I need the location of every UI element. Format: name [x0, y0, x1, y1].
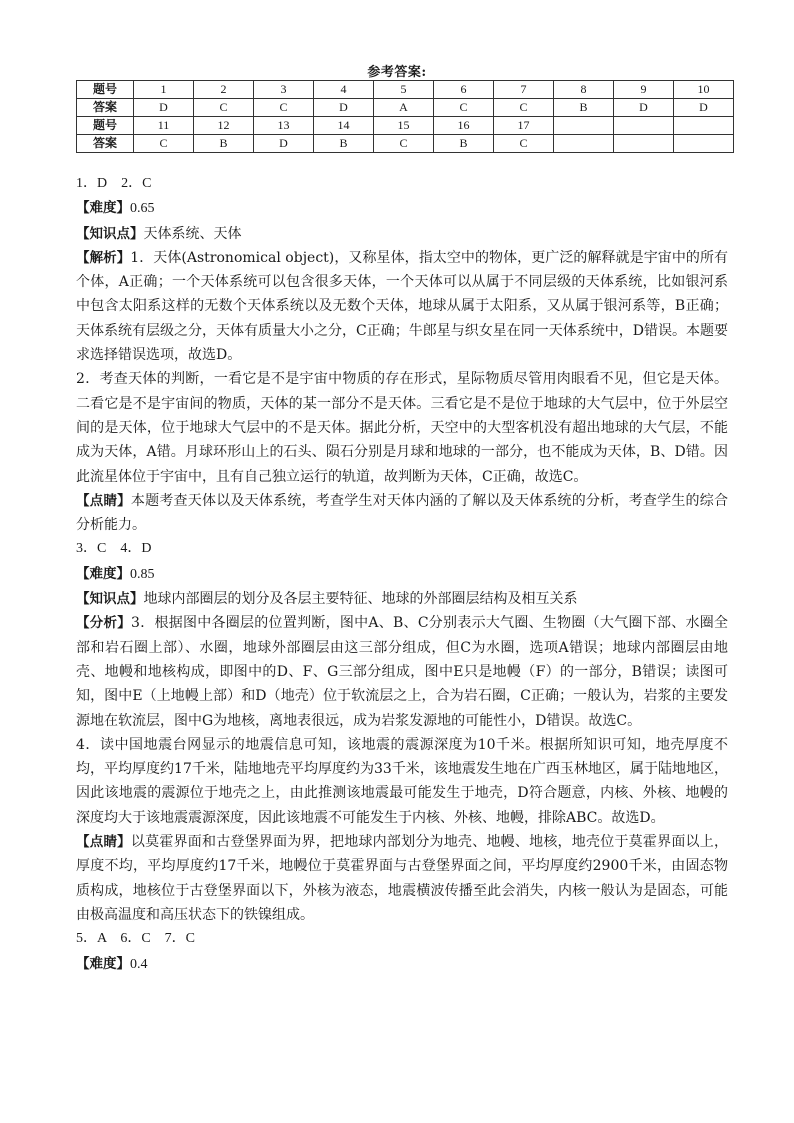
- knowledge-value: 地球内部圈层的划分及各层主要特征、地球的外部圈层结构及相互关系: [143, 591, 578, 608]
- difficulty-value: 0.65: [130, 201, 155, 217]
- answer-table-cell: 3: [254, 81, 314, 99]
- analysis-text: 1．天体(Astronomical object)，又称星体，指太空中的物体，更广泛的解释就是宇宙中的所有个体，A正确；一个天体系统可以包含很多天体，一个天体可以从属于不同层级的天体系统，比如银河系中包含太阳系这样的无数个天体系统以及无数个天体，地球从属于太阳系，又从属于银河系等，B正确；天体系统有层级之分，天体有质量大小之分，C正确；牛郎星与织女星在同一天体系统中，D错误。本题要求选择错误选项，故选D。: [76, 249, 729, 364]
- row-header-cell: 题号: [77, 117, 134, 135]
- answer-table-cell: 1: [134, 81, 194, 99]
- row-header-cell: 题号: [77, 81, 134, 99]
- answer-table-cell: 12: [194, 117, 254, 135]
- answer-table-cell: 8: [554, 81, 614, 99]
- answer-table-cell: 2: [194, 81, 254, 99]
- difficulty-line: [76, 562, 728, 587]
- answer-line-1-2: 1．D 2．C: [76, 176, 152, 191]
- answer-table-cell: 10: [674, 81, 734, 99]
- difficulty-label: 【难度】: [76, 200, 130, 217]
- answer-table-cell: 9: [614, 81, 674, 99]
- comment-text: 以莫霍界面和古登堡界面为界，把地球内部划分为地壳、地幔、地核，地壳位于莫霍界面以上，厚度不均，平均厚度约17千米，地幔位于莫霍界面与古登堡界面之间，平均厚度约2900千米，由固态物质构成，地核位于古登堡界面以下，外核为液态，地震横波传播至此会消失，内核一般认为是固态，可能由极高温度和高压状态下的铁镍组成。: [76, 834, 728, 923]
- answer-table-cell: 11: [134, 117, 194, 135]
- difficulty-value: 0.85: [130, 566, 155, 582]
- answer-table-cell: D: [674, 99, 734, 117]
- answer-table-cell: 15: [374, 117, 434, 135]
- knowledge-value: 天体系统、天体: [143, 225, 242, 242]
- comment-text: 本题考查天体以及天体系统，考查学生对天体内涵的了解以及天体系统的分析，考查学生的综合分析能力。: [76, 492, 728, 534]
- comment-label: 【点睛】: [76, 492, 131, 509]
- comment-paragraph: [76, 830, 728, 927]
- answer-table: [76, 80, 734, 153]
- answer-table-cell: B: [434, 135, 494, 153]
- difficulty-line: [76, 196, 728, 221]
- comment-paragraph: [76, 489, 728, 538]
- knowledge-label: 【知识点】: [76, 225, 144, 242]
- answer-table-cell: [674, 135, 734, 153]
- answer-table-cell: D: [314, 99, 374, 117]
- answer-table-cell: C: [494, 99, 554, 117]
- analysis-label: 【解析】: [76, 249, 131, 266]
- answer-table-cell: B: [554, 99, 614, 117]
- analysis-text: 3．根据图中各圈层的位置判断，图中A、B、C分别表示大气圈、生物圈（大气圈下部、水圈全部和岩石圈上部）、水圈，地球外部圈层由这三部分组成，但C为水圈，选项A错误；地球内部圈层由地壳、地幔和地核构成，即图中的D、F、G三部分组成，图中E只是地幔（F）的一部分，B错误；读图可知，图中E（上地幔上部）和D（地壳）位于软流层之上，合为岩石圈，C正确；一般认为，岩浆的主要发源地在软流层，图中G为地核，离地表很远，成为岩浆发源地的可能性小，D错误。故选C。: [76, 615, 729, 729]
- comment-label: 【点睛】: [76, 834, 131, 851]
- answer-table-cell: C: [494, 135, 554, 153]
- page-title: 参考答案:: [367, 65, 427, 80]
- difficulty-line: [76, 952, 728, 977]
- answer-table-cell: [614, 135, 674, 153]
- answer-table-cell: 6: [434, 81, 494, 99]
- answer-table-cell: [554, 135, 614, 153]
- row-header-cell: 答案: [77, 99, 134, 117]
- answer-table-cell: D: [134, 99, 194, 117]
- answer-table-cell: C: [194, 99, 254, 117]
- answer-table-cell: D: [614, 99, 674, 117]
- answer-table-cell: C: [254, 99, 314, 117]
- answer-table-cell: C: [134, 135, 194, 153]
- analysis-paragraph: [76, 246, 728, 367]
- answer-table-cell: B: [314, 135, 374, 153]
- difficulty-label: 【难度】: [76, 955, 130, 972]
- answer-table-cell: 5: [374, 81, 434, 99]
- answer-table-cell: 14: [314, 117, 374, 135]
- answer-table-cell: [614, 117, 674, 135]
- answer-table-cell: D: [254, 135, 314, 153]
- answer-table-cell: 17: [494, 117, 554, 135]
- answer-table-cell: A: [374, 99, 434, 117]
- answer-table-cell: [554, 117, 614, 135]
- answer-table-row: [77, 99, 734, 117]
- answer-table-row: [77, 117, 734, 135]
- answer-table-cell: 13: [254, 117, 314, 135]
- difficulty-value: 0.4: [130, 956, 148, 972]
- answer-table-cell: 4: [314, 81, 374, 99]
- answer-line-3-4: 3．C 4．D: [76, 541, 152, 557]
- answer-table-cell: C: [374, 135, 434, 153]
- analysis-paragraph: 4．读中国地震台网显示的地震信息可知，该地震的震源深度为10千米。根据所知识可知，地壳厚度不均，平均厚度约17千米，陆地地壳平均厚度约为33千米，该地震发生地在广西玉林地区，属于陆地地区，因此该地震的震源位于地壳之上，由此推测该地震最可能发生于地壳，D符合题意，内核、外核、地幔的深度均大于该地震震源深度，因此该地震不可能发生于内核、外核、地幔，排除ABC。故选D。: [76, 736, 728, 826]
- analysis-paragraph: 2．考查天体的判断，一看它是不是宇宙中物质的存在形式，星际物质尽管用肉眼看不见，但它是天体。二看它是不是宇宙间的物质，天体的某一部分不是天体。三看它是不是位于地球的大气层中，位于外层空间的是天体，位于地球大气层中的不是天体。据此分析，天空中的大型客机没有超出地球的大气层，不能成为天体，A错。月球环形山上的石头、陨石分别是月球和地球的一部分，也不能成为天体，B、D错。因此流星体位于宇宙中，且有自己独立运行的轨道，故判断为天体，C正确，故选C。: [76, 371, 728, 485]
- answer-table-cell: 16: [434, 117, 494, 135]
- analysis-paragraph: [76, 611, 728, 732]
- analysis-label: 【分析】: [76, 615, 132, 632]
- knowledge-label: 【知识点】: [76, 591, 144, 608]
- answer-table-cell: B: [194, 135, 254, 153]
- answer-table-row: [77, 81, 734, 99]
- knowledge-line: [76, 222, 728, 246]
- row-header-cell: 答案: [77, 135, 134, 153]
- answer-table-cell: [674, 117, 734, 135]
- answer-table-cell: C: [434, 99, 494, 117]
- answer-table-row: [77, 135, 734, 153]
- answer-line-5-7: 5．A 6．C 7．C: [76, 931, 196, 947]
- answer-table-cell: 7: [494, 81, 554, 99]
- knowledge-line: [76, 587, 728, 611]
- explanations: [76, 172, 728, 977]
- answer-table-body: [77, 81, 734, 153]
- difficulty-label: 【难度】: [76, 565, 130, 582]
